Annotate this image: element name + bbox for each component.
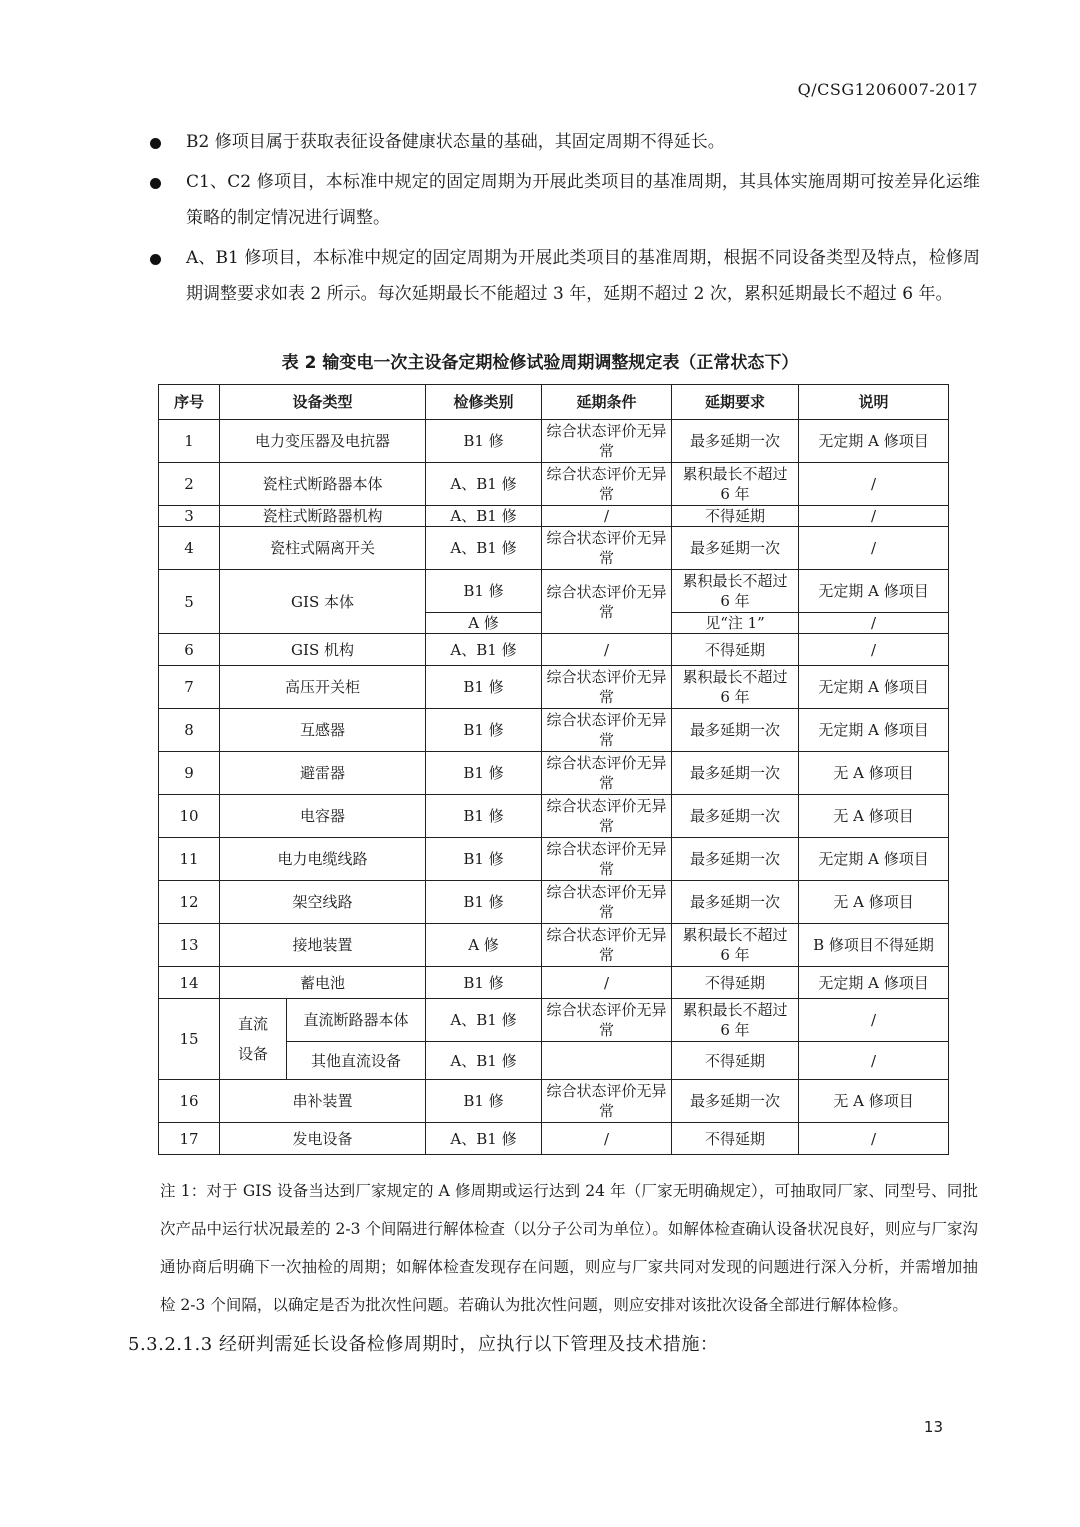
bullet-text: B2 修项目属于获取表征设备健康状态量的基础，其固定周期不得延长。 (186, 132, 725, 152)
cell-type: GIS 本体 (220, 570, 426, 634)
cell-condition: 综合状态评价无异常 (542, 570, 672, 634)
cell-note: 无定期 A 修项目 (799, 666, 949, 709)
bullet-item (146, 124, 980, 160)
cell-category: B1 修 (426, 709, 542, 752)
cell-category: A、B1 修 (426, 463, 542, 506)
cell-requirement: 不得延期 (672, 506, 799, 527)
cell-note: 无 A 修项目 (799, 881, 949, 924)
cell-requirement: 最多延期一次 (672, 709, 799, 752)
cell-condition: 综合状态评价无异常 (542, 527, 672, 570)
table-row (159, 881, 949, 924)
header-cell: 说明 (799, 385, 949, 420)
section-heading: 5.3.2.1.3 经研判需延长设备检修周期时，应执行以下管理及技术措施： (128, 1334, 719, 1355)
cell-type: 串补装置 (220, 1080, 426, 1123)
cell-note: / (799, 527, 949, 570)
cell-condition: 综合状态评价无异常 (542, 709, 672, 752)
cell-note: 无定期 A 修项目 (799, 967, 949, 999)
header-cell: 序号 (159, 385, 220, 420)
header-cell: 延期要求 (672, 385, 799, 420)
bullet-text: C1、C2 修项目，本标准中规定的固定周期为开展此类项目的基准周期，其具体实施周期可按差异化运维策略的制定情况进行调整。 (186, 172, 980, 228)
cell-category: B1 修 (426, 420, 542, 463)
table-row (159, 420, 949, 463)
cell-condition: 综合状态评价无异常 (542, 999, 672, 1042)
cell-note: / (799, 1042, 949, 1080)
cell-requirement: 不得延期 (672, 634, 799, 666)
cell-no: 3 (159, 506, 220, 527)
cell-no: 6 (159, 634, 220, 666)
cell-condition: 综合状态评价无异常 (542, 795, 672, 838)
cell-type: GIS 机构 (220, 634, 426, 666)
bullet-list (146, 124, 980, 316)
cell-requirement: 不得延期 (672, 967, 799, 999)
header-cell: 延期条件 (542, 385, 672, 420)
cell-no: 14 (159, 967, 220, 999)
cell-type: 瓷柱式隔离开关 (220, 527, 426, 570)
cell-no: 8 (159, 709, 220, 752)
cell-no: 10 (159, 795, 220, 838)
maintenance-period-table (158, 384, 949, 1155)
bullet-dot-icon (150, 138, 161, 149)
cell-condition: 综合状态评价无异常 (542, 881, 672, 924)
cell-note: 无 A 修项目 (799, 752, 949, 795)
cell-requirement: 累积最长不超过 6 年 (672, 666, 799, 709)
cell-condition: 综合状态评价无异常 (542, 838, 672, 881)
header-cell: 设备类型 (220, 385, 426, 420)
cell-category: B1 修 (426, 881, 542, 924)
bullet-item (146, 164, 980, 236)
cell-type: 接地装置 (220, 924, 426, 967)
cell-note: / (799, 634, 949, 666)
cell-requirement: 最多延期一次 (672, 420, 799, 463)
cell-requirement: 累积最长不超过 6 年 (672, 463, 799, 506)
cell-requirement: 最多延期一次 (672, 838, 799, 881)
cell-requirement: 见“注 1” (672, 613, 799, 634)
cell-condition (542, 1042, 672, 1080)
cell-condition: 综合状态评价无异常 (542, 463, 672, 506)
page-number: 13 (923, 1418, 943, 1436)
cell-category: B1 修 (426, 1080, 542, 1123)
header-cell: 检修类别 (426, 385, 542, 420)
cell-note: 无 A 修项目 (799, 795, 949, 838)
cell-condition: 综合状态评价无异常 (542, 666, 672, 709)
cell-no: 2 (159, 463, 220, 506)
cell-type: 高压开关柜 (220, 666, 426, 709)
cell-category: A、B1 修 (426, 527, 542, 570)
table-row (159, 838, 949, 881)
cell-category: B1 修 (426, 967, 542, 999)
cell-requirement: 最多延期一次 (672, 752, 799, 795)
cell-note: / (799, 1123, 949, 1155)
cell-condition: 综合状态评价无异常 (542, 752, 672, 795)
cell-no: 7 (159, 666, 220, 709)
cell-no: 1 (159, 420, 220, 463)
cell-requirement: 最多延期一次 (672, 795, 799, 838)
table-row (159, 752, 949, 795)
cell-no: 12 (159, 881, 220, 924)
table-row (159, 570, 949, 613)
cell-note: 无定期 A 修项目 (799, 709, 949, 752)
cell-category: A 修 (426, 613, 542, 634)
table-row (159, 967, 949, 999)
cell-type: 发电设备 (220, 1123, 426, 1155)
table-row (159, 709, 949, 752)
cell-requirement: 不得延期 (672, 1042, 799, 1080)
cell-no: 5 (159, 570, 220, 634)
cell-note: / (799, 506, 949, 527)
cell-category: B1 修 (426, 752, 542, 795)
cell-type: 电力变压器及电抗器 (220, 420, 426, 463)
cell-condition: / (542, 506, 672, 527)
table-row (159, 463, 949, 506)
cell-requirement: 累积最长不超过 6 年 (672, 999, 799, 1042)
cell-type: 架空线路 (220, 881, 426, 924)
cell-category: A、B1 修 (426, 999, 542, 1042)
table-row (159, 1080, 949, 1123)
cell-type: 蓄电池 (220, 967, 426, 999)
cell-condition: / (542, 967, 672, 999)
cell-note: / (799, 613, 949, 634)
cell-no: 9 (159, 752, 220, 795)
cell-category: A、B1 修 (426, 634, 542, 666)
cell-condition: / (542, 1123, 672, 1155)
table-row (159, 1123, 949, 1155)
cell-no: 11 (159, 838, 220, 881)
cell-requirement: 累积最长不超过 6 年 (672, 570, 799, 613)
table-row (159, 795, 949, 838)
cell-condition: 综合状态评价无异常 (542, 1080, 672, 1123)
cell-type: 电容器 (220, 795, 426, 838)
cell-requirement: 累积最长不超过 6 年 (672, 924, 799, 967)
cell-condition: 综合状态评价无异常 (542, 420, 672, 463)
cell-no: 13 (159, 924, 220, 967)
cell-no: 15 (159, 999, 220, 1080)
cell-category: B1 修 (426, 838, 542, 881)
table-title: 表 2 输变电一次主设备定期检修试验周期调整规定表（正常状态下） (281, 353, 799, 373)
bullet-text: A、B1 修项目，本标准中规定的固定周期为开展此类项目的基准周期，根据不同设备类型及特点，检修周期调整要求如表 2 所示。每次延期最长不能超过 3 年，延期不超过 2 次，累积延期最长不超过 6 年。 (186, 248, 980, 304)
cell-type: 瓷柱式断路器本体 (220, 463, 426, 506)
cell-category: A、B1 修 (426, 506, 542, 527)
cell-type: 互感器 (220, 709, 426, 752)
table-row (159, 666, 949, 709)
cell-note: 无定期 A 修项目 (799, 420, 949, 463)
table-header-row (159, 385, 949, 420)
cell-type: 电力电缆线路 (220, 838, 426, 881)
cell-category: B1 修 (426, 666, 542, 709)
cell-note: 无定期 A 修项目 (799, 570, 949, 613)
cell-note: / (799, 999, 949, 1042)
bullet-dot-icon (150, 178, 161, 189)
cell-type: 瓷柱式断路器机构 (220, 506, 426, 527)
cell-no: 16 (159, 1080, 220, 1123)
cell-condition: / (542, 634, 672, 666)
cell-note: 无 A 修项目 (799, 1080, 949, 1123)
table-row (159, 506, 949, 527)
table-row (159, 634, 949, 666)
cell-requirement: 最多延期一次 (672, 881, 799, 924)
cell-note: / (799, 463, 949, 506)
table-note: 注 1：对于 GIS 设备当达到厂家规定的 A 修周期或运行达到 24 年（厂家无明确规定），可抽取同厂家、同型号、同批次产品中运行状况最差的 2-3 个间隔进行解体检查（以分子公司为单位）。如解体检查确认设备状况良好，则应与厂家沟通协商后明确下一次抽检的周期；如解体检查发现存在问题，则应与厂家共同对发现的问题进行深入分析，并需增加抽检 2-3 个间隔，以确定是否为批次性问题。若确认为批次性问题，则应安排对该批次设备全部进行解体检修。 (160, 1182, 978, 1314)
cell-note: B 修项目不得延期 (799, 924, 949, 967)
cell-no: 17 (159, 1123, 220, 1155)
cell-category: A、B1 修 (426, 1042, 542, 1080)
cell-note: 无定期 A 修项目 (799, 838, 949, 881)
document-code: Q/CSG1206007-2017 (797, 80, 978, 99)
cell-condition: 综合状态评价无异常 (542, 924, 672, 967)
cell-type: 其他直流设备 (287, 1042, 426, 1080)
cell-type: 避雷器 (220, 752, 426, 795)
cell-category: A、B1 修 (426, 1123, 542, 1155)
cell-requirement: 最多延期一次 (672, 527, 799, 570)
cell-no: 4 (159, 527, 220, 570)
table-row (159, 924, 949, 967)
cell-requirement: 最多延期一次 (672, 1080, 799, 1123)
cell-category: A 修 (426, 924, 542, 967)
bullet-item (146, 240, 980, 312)
bullet-dot-icon (150, 254, 161, 265)
cell-type: 直流断路器本体 (287, 999, 426, 1042)
cell-requirement: 不得延期 (672, 1123, 799, 1155)
cell-group: 直流设备 (220, 999, 287, 1080)
table-row (159, 999, 949, 1042)
table-row (159, 527, 949, 570)
cell-category: B1 修 (426, 570, 542, 613)
cell-category: B1 修 (426, 795, 542, 838)
